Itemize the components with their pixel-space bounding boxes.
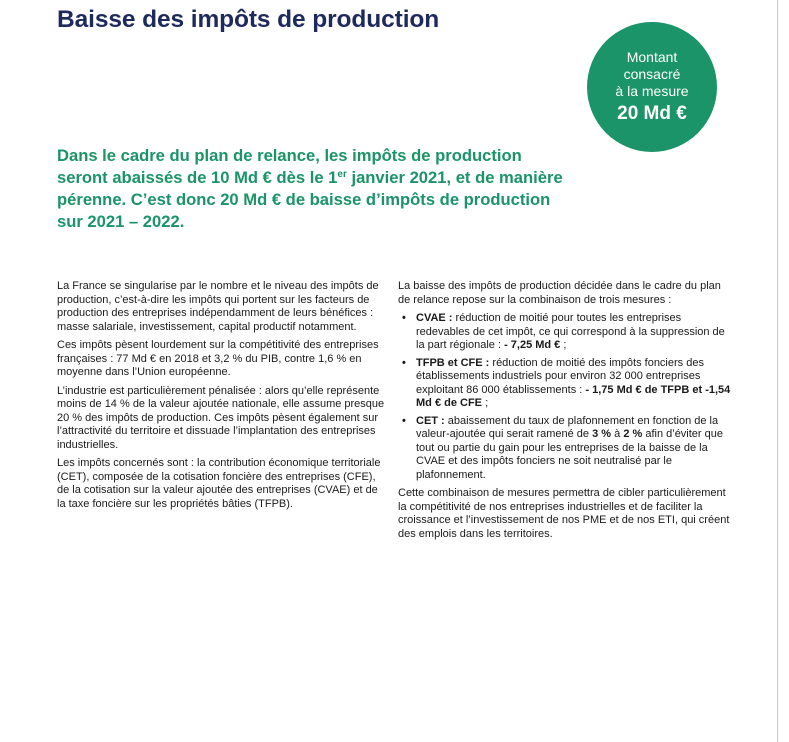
measure-text-end: ; [482, 397, 489, 409]
badge-line-1: Montant [626, 49, 678, 65]
list-item [398, 415, 732, 483]
measure-text: réduction de moitié pour toutes les entreprises redevables de cet impôt, ce qui correspond à la suppression de la part régionale : [416, 312, 725, 351]
list-item [398, 357, 732, 411]
bullet-icon: • [402, 356, 406, 369]
left-paragraph-2: Ces impôts pèsent lourdement sur la compétitivité des entreprises françaises : 77 Md € en 2018 et 3,2 % du PIB, contre 1,6 % en moyenne dans l’Union européenne. [57, 339, 379, 378]
left-paragraph-1: La France se singularise par le nombre et le niveau des impôts de production, c’est-à-dire les impôts qui portent sur les facteurs de production des entreprises indépendamment de leurs bénéfices : masse salariale, investissement, capital productif notamment. [57, 280, 379, 333]
lead-part-2: janvier 2021, et de manière pérenne. C’est donc 20 Md € de baisse d’impôts de production sur 2021 – 2022. [57, 168, 563, 231]
badge-line-2: consacré [623, 66, 681, 82]
right-column [398, 280, 732, 546]
badge-amount: 20 Md € [617, 103, 687, 124]
lead-superscript: er [337, 169, 347, 180]
right-intro: La baisse des impôts de production décidée dans le cadre du plan de relance repose sur la combinaison de trois mesures : [398, 280, 721, 306]
measure-text-end: afin d’éviter que tout ou partie du gain pour les entreprises de la baisse de la CVAE et des impôts fonciers ne soit neutralisé par le plafonnement. [416, 428, 723, 481]
measure-text-end: ; [560, 339, 567, 351]
measure-amount: - 1,75 Md € de TFPB et -1,54 Md € de CFE [416, 383, 731, 409]
page-edge-rule [777, 0, 778, 742]
right-outro: Cette combinaison de mesures permettra de cibler particulièrement la compétitivité de nos entreprises industrielles et de faciliter la croissance et l’investissement de nos PME et de nos ETI, qui créent des emplois dans les territoires. [398, 487, 730, 540]
measure-label: TFPB et CFE : [416, 356, 490, 369]
bullet-icon: • [402, 312, 406, 324]
left-column [57, 280, 387, 516]
bullet-icon: • [402, 414, 406, 427]
measure-label: CVAE : [416, 312, 453, 324]
page-title: Baisse des impôts de production [57, 6, 440, 33]
measure-rate-from: 3 % [592, 428, 612, 440]
badge-line-3: à la mesure [615, 83, 689, 99]
left-paragraph-4: Les impôts concernés sont : la contribution économique territoriale (CET), composée de la cotisation foncière des entreprises (CFE), de la cotisation sur la valeur ajoutée des entreprises (CVAE) et de la taxe foncière sur les propriétés bâties (TFPB). [57, 457, 381, 510]
measure-amount: - 7,25 Md € [504, 339, 561, 351]
measure-text-mid: à [611, 428, 624, 440]
measure-text: réduction de moitié des impôts fonciers des établissements industriels pour environ 32 000 entreprises exploitant 86 000 établissements : [416, 356, 704, 396]
left-paragraph-3: L’industrie est particulièrement pénalisée : alors qu’elle représente moins de 14 % de la valeur ajoutée nationale, elle assume presque 20 % des impôts de production. Ces impôts pèsent également sur l’attractivité du territoire et dissuade l’implantation des entreprises industrielles. [57, 384, 385, 451]
measure-label: CET : [416, 414, 445, 427]
amount-badge [587, 22, 717, 152]
measures-list [398, 312, 732, 482]
list-item [398, 312, 732, 353]
lead-paragraph [57, 145, 577, 233]
lead-part-1: Dans le cadre du plan de relance, les impôts de production seront abaissés de 10 Md € dès le 1 [57, 146, 522, 187]
measure-rate-to: 2 % [623, 428, 643, 440]
measure-text: abaissement du taux de plafonnement en fonction de la valeur-ajoutée qui serait ramené de [416, 414, 719, 440]
